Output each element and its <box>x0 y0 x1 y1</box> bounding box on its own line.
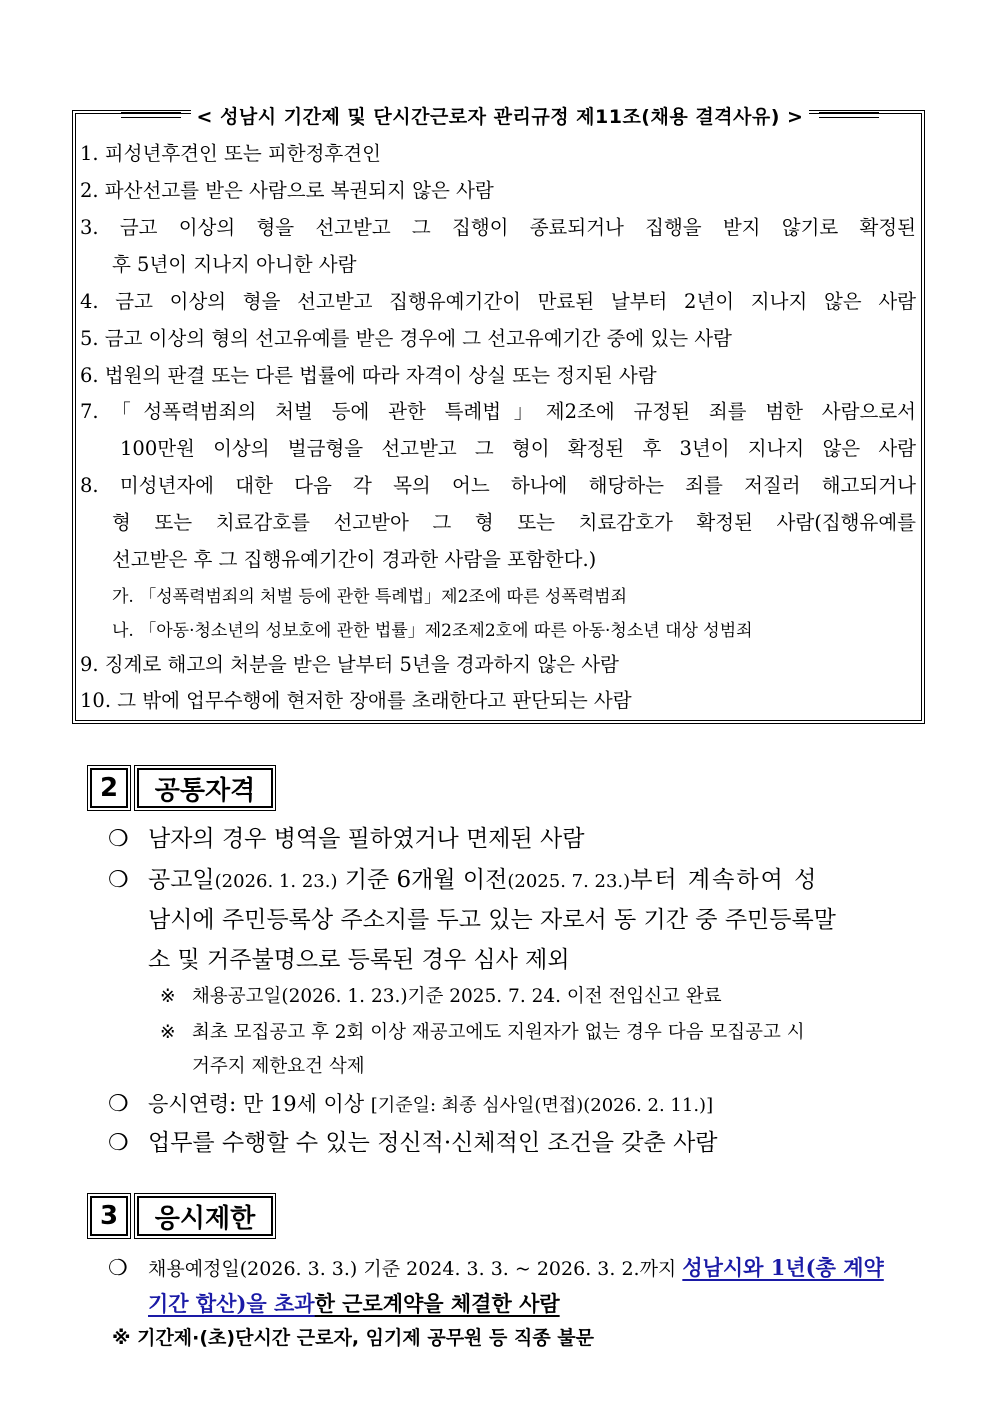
bullet-icon: ❍ <box>108 1130 129 1156</box>
s3-b1-a: 채용예정일(2026. 3. 3.) 기준 2024. 3. 3. ~ 2026. 3. 2.까지 <box>148 1258 683 1280</box>
item-5: 5. 금고 이상의 형의 선고유예를 받은 경우에 그 선고유예기간 중에 있는 사람 <box>80 327 732 350</box>
s2-b2-b: (2026. 1. 23.) <box>214 871 338 892</box>
s2-b2-e: 부터 계속하여 성 <box>630 867 819 893</box>
bullet-icon: ❍ <box>108 1256 128 1281</box>
s2-b2-c: 기준 6개월 이전 <box>337 867 508 893</box>
s2-b3-b: [기준일: 최종 심사일(면접)(2026. 2. 11.)] <box>370 1095 714 1116</box>
item-7-cont: 100만원 이상의 벌금형을 선고받고 그 형이 확정된 후 3년이 지나지 않은 사람 <box>120 437 916 460</box>
note-icon: ※ <box>160 1022 176 1043</box>
s2-bullet-2-line2: 남시에 주민등록상 주소지를 두고 있는 자로서 동 기간 중 주민등록말 <box>148 907 836 933</box>
item-8-cont: 형 또는 치료감호를 선고받아 그 형 또는 치료감호가 확정된 사람(집행유예를 <box>112 511 916 534</box>
item-2: 2. 파산선고를 받은 사람으로 복권되지 않은 사람 <box>80 179 494 202</box>
bullet-icon: ❍ <box>108 826 129 852</box>
s2-note-2-cont: 거주지 제한요건 삭제 <box>192 1056 365 1077</box>
title-rule-left <box>121 112 181 118</box>
item-4: 4. 금고 이상의 형을 선고받고 집행유예기간이 만료된 날부터 2년이 지나지 않은 사람 <box>80 290 916 313</box>
item-1: 1. 피성년후견인 또는 피한정후견인 <box>80 142 381 165</box>
item-8: 8. 미성년자에 대한 다음 각 목의 어느 하나에 해당하는 죄를 저질러 해고되거나 <box>80 474 916 497</box>
s3-bullet-1 <box>108 1252 884 1285</box>
note-icon: ※ <box>160 986 176 1007</box>
s3-b1-tail: 한 근로계약을 체결한 사람 <box>314 1291 560 1316</box>
s3-bullet-1-line2 <box>148 1288 560 1320</box>
section-3-title: 응시제한 <box>137 1196 273 1236</box>
bullet-icon: ❍ <box>108 1091 129 1117</box>
section-3-number: 3 <box>90 1196 128 1236</box>
s2-bullet-4 <box>108 1127 718 1159</box>
s2-bullet-2-line3: 소 및 거주불명으로 등록된 경우 심사 제외 <box>148 947 570 973</box>
s3-note: ※ 기간제·(초)단시간 근로자, 임기제 공무원 등 직종 불문 <box>112 1327 595 1349</box>
item-8-ga: 가. 「성폭력범죄의 처벌 등에 관한 특례법」제2조에 따른 성폭력범죄 <box>112 587 628 607</box>
s2-b2-d: (2025. 7. 23.) <box>507 871 631 892</box>
item-7: 7.「성폭력범죄의 처벌 등에 관한 특례법」제2조에 규정된 죄를 범한 사람으로서 <box>80 400 916 423</box>
s2-bullet-2 <box>108 864 818 898</box>
s2-note-2 <box>160 1020 805 1046</box>
item-8-na: 나. 「아동·청소년의 성보호에 관한 법률」제2조제2호에 따른 아동·청소년 대상 성범죄 <box>112 621 753 641</box>
item-3: 3. 금고 이상의 형을 선고받고 그 집행이 종료되거나 집행을 받지 않기로 확정된 <box>80 216 916 239</box>
s3-b1-highlight-2: 기간 합산)을 초과 <box>148 1291 315 1316</box>
s2-b3-a: 응시연령: 만 19세 이상 <box>148 1092 371 1116</box>
s2-bullet-4-text: 업무를 수행할 수 있는 정신적·신체적인 조건을 갖춘 사람 <box>148 1130 718 1156</box>
title-rule-right <box>819 112 879 118</box>
bullet-icon: ❍ <box>108 867 129 893</box>
box-title-bar <box>76 100 924 130</box>
item-9: 9. 징계로 해고의 처분을 받은 날부터 5년을 경과하지 않은 사람 <box>80 653 619 676</box>
section-2-number: 2 <box>90 768 128 808</box>
section-2-title: 공통자격 <box>137 768 273 808</box>
item-6: 6. 법원의 판결 또는 다른 법률에 따라 자격이 상실 또는 정지된 사람 <box>80 364 657 387</box>
box-title: < 성남시 기간제 및 단시간근로자 관리규정 제11조(채용 결격사유) > <box>191 102 810 129</box>
item-10: 10. 그 밖에 업무수행에 현저한 장애를 초래한다고 판단되는 사람 <box>80 689 632 712</box>
s2-bullet-3 <box>108 1088 713 1122</box>
item-8-cont2: 선고받은 후 그 집행유예기간이 경과한 사람을 포함한다.) <box>112 548 597 571</box>
s2-b2-a: 공고일 <box>148 867 215 893</box>
item-3-cont: 후 5년이 지나지 아니한 사람 <box>112 253 357 276</box>
s2-note-1-text: 채용공고일(2026. 1. 23.)기준 2025. 7. 24. 이전 전입신고 완료 <box>192 986 722 1007</box>
s2-note-2-text: 최초 모집공고 후 2회 이상 재공고에도 지원자가 없는 경우 다음 모집공고 시 <box>192 1022 805 1043</box>
s2-note-1 <box>160 984 722 1010</box>
s2-bullet-1 <box>108 823 584 855</box>
s2-bullet-1-text: 남자의 경우 병역을 필하였거나 면제된 사람 <box>148 826 585 852</box>
s3-b1-highlight-1: 성남시와 1년(총 계약 <box>682 1255 884 1280</box>
